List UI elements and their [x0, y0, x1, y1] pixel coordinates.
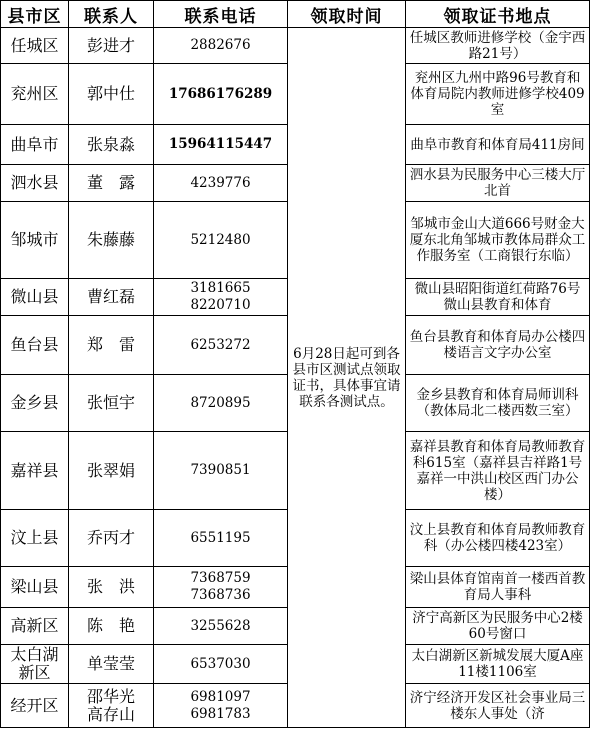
phone-cell: 3181665 8220710	[154, 279, 288, 316]
phone-cell: 8720895	[154, 375, 288, 432]
contact-cell: 张泉淼	[69, 125, 154, 165]
county-cell: 高新区	[1, 608, 69, 645]
location-cell: 汶上县教育和体育局教师教育科（办公楼四楼423室）	[406, 510, 590, 567]
contact-cell: 曹红磊	[69, 279, 154, 316]
location-cell: 微山县昭阳街道红荷路76号微山县教育和体育	[406, 279, 590, 316]
location-cell: 曲阜市教育和体育局411房间	[406, 125, 590, 165]
county-cell: 经开区	[1, 684, 69, 728]
location-cell: 梁山县体育馆南首一楼西首教育局人事科	[406, 567, 590, 608]
county-cell: 嘉祥县	[1, 432, 69, 510]
phone-cell: 2882676	[154, 28, 288, 64]
contact-cell: 乔丙才	[69, 510, 154, 567]
header-phone: 联系电话	[154, 1, 288, 28]
contact-cell: 郑 雷	[69, 316, 154, 375]
county-cell: 汶上县	[1, 510, 69, 567]
location-cell: 鱼台县教育和体育局办公楼四楼语言文字办公室	[406, 316, 590, 375]
phone-cell: 15964115447	[154, 125, 288, 165]
location-cell: 任城区教师进修学校（金宇西路21号）	[406, 28, 590, 64]
phone-cell: 6253272	[154, 316, 288, 375]
contact-cell: 邵华光 高存山	[69, 684, 154, 728]
location-cell: 嘉祥县教育和体育局教师教育科615室（嘉祥县吉祥路1号嘉祥一中洪山校区西门办公楼）	[406, 432, 590, 510]
phone-cell: 5212480	[154, 202, 288, 279]
header-location: 领取证书地点	[406, 1, 590, 28]
contact-cell: 董 露	[69, 165, 154, 202]
phone-cell: 6551195	[154, 510, 288, 567]
phone-cell: 7390851	[154, 432, 288, 510]
phone-cell: 17686176289	[154, 64, 288, 125]
contact-cell: 陈 艳	[69, 608, 154, 645]
contact-cell: 单莹莹	[69, 645, 154, 684]
county-cell: 兖州区	[1, 64, 69, 125]
contact-cell: 朱藤藤	[69, 202, 154, 279]
location-cell: 泗水县为民服务中心三楼大厅北首	[406, 165, 590, 202]
location-cell: 邹城市金山大道666号财金大厦东北角邹城市教体局群众工作服务室（工商银行东临）	[406, 202, 590, 279]
header-county: 县市区	[1, 1, 69, 28]
header-time: 领取时间	[288, 1, 406, 28]
contact-cell: 张翠娟	[69, 432, 154, 510]
county-cell: 金乡县	[1, 375, 69, 432]
county-cell: 泗水县	[1, 165, 69, 202]
county-cell: 任城区	[1, 28, 69, 64]
county-cell: 太白湖 新区	[1, 645, 69, 684]
county-cell: 邹城市	[1, 202, 69, 279]
county-cell: 梁山县	[1, 567, 69, 608]
county-cell: 曲阜市	[1, 125, 69, 165]
location-cell: 济宁经济开发区社会事业局三楼东人事处（济	[406, 684, 590, 728]
location-cell: 太白湖新区新城发展大厦A座11楼1106室	[406, 645, 590, 684]
contact-cell: 郭中仕	[69, 64, 154, 125]
phone-cell: 7368759 7368736	[154, 567, 288, 608]
phone-cell: 4239776	[154, 165, 288, 202]
contact-cell: 彭进才	[69, 28, 154, 64]
contact-cell: 张 洪	[69, 567, 154, 608]
phone-cell: 6981097 6981783	[154, 684, 288, 728]
pickup-time-cell: 6月28日起可到各县市区测试点领取证书，具体事宜请联系各测试点。	[288, 28, 406, 728]
location-cell: 济宁高新区为民服务中心2楼60号窗口	[406, 608, 590, 645]
header-contact: 联系人	[69, 1, 154, 28]
county-cell: 微山县	[1, 279, 69, 316]
location-cell: 金乡县教育和体育局师训科（教体局北二楼西数三室）	[406, 375, 590, 432]
county-cell: 鱼台县	[1, 316, 69, 375]
contact-cell: 张恒宇	[69, 375, 154, 432]
phone-cell: 6537030	[154, 645, 288, 684]
table-row	[1, 28, 590, 64]
header-row	[1, 1, 590, 28]
phone-cell: 3255628	[154, 608, 288, 645]
location-cell: 兖州区九州中路96号教育和体育局院内教师进修学校409室	[406, 64, 590, 125]
